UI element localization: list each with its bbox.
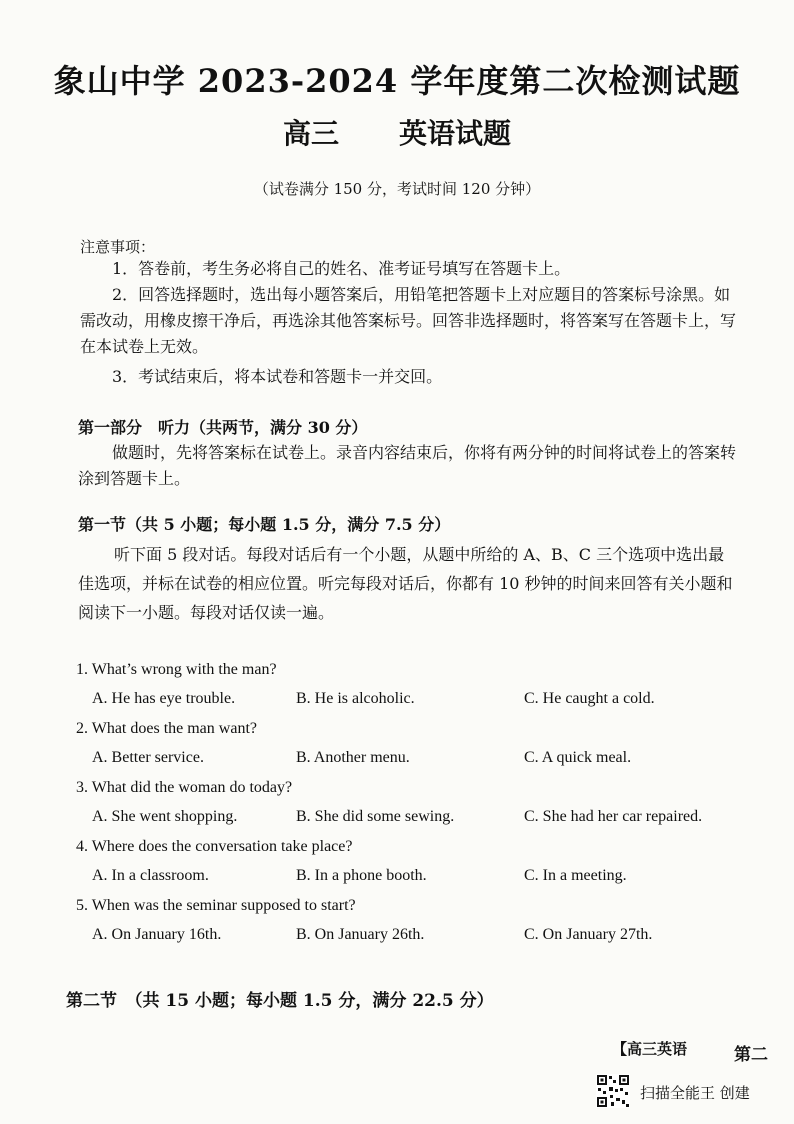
option-c: C. She had her car repaired. (524, 808, 703, 825)
option-c: C. On January 27th. (524, 926, 653, 943)
note-item-1: 1．答卷前，考生务必将自己的姓名、准考证号填写在答题卡上。 (112, 259, 571, 278)
question-item (72, 891, 752, 950)
option-a: A. Better service. (92, 749, 204, 766)
exam-info: （试卷满分 150 分，考试时间 120 分钟） (253, 180, 541, 198)
option-b: B. Another menu. (296, 749, 410, 766)
option-row (72, 861, 752, 891)
footer-subject-tag: 【高三英语 (612, 1040, 688, 1058)
option-b: B. He is alcoholic. (296, 690, 415, 707)
exam-title: 象山中学 2023-2024 学年度第二次检测试题 (53, 62, 741, 100)
option-a: A. On January 16th. (92, 926, 222, 943)
question-item (72, 832, 752, 891)
option-c: C. In a meeting. (524, 867, 627, 884)
subject-label: 英语试题 (399, 117, 512, 150)
option-a: A. He has eye trouble. (92, 690, 236, 707)
question-text: 5. When was the seminar supposed to start? (76, 897, 356, 914)
part1-description: 做题时，先将答案标在试卷上。录音内容结束后，你将有两分钟的时间将试卷上的答案转涂到答题卡上。 (78, 443, 737, 488)
option-c: C. He caught a cold. (524, 690, 655, 707)
question-text: 1. What’s wrong with the man? (76, 661, 277, 678)
section2-heading: 第二节 （共 15 小题；每小题 1.5 分，满分 22.5 分） (66, 991, 494, 1011)
question-text: 4. Where does the conversation take place? (76, 838, 353, 855)
section1-description: 听下面 5 段对话。每段对话后有一个小题，从题中所给的 A、B、C 三个选项中选出最佳选项，并标在试卷的相应位置。听完每段对话后，你都有 10 秒钟的时间来回答有关小题和阅读下一小题。每段对话仅读一遍。 (78, 545, 733, 622)
scanner-watermark: 扫描全能王 创建 (640, 1084, 750, 1102)
grade-label: 高三 (282, 117, 339, 150)
notes-heading: 注意事项： (80, 238, 156, 256)
question-text: 3. What did the woman do today? (76, 779, 293, 796)
option-row (72, 684, 752, 714)
option-row (72, 802, 752, 832)
exam-subtitle (0, 112, 794, 152)
option-c: C. A quick meal. (524, 749, 632, 766)
note-item-3: 3．考试结束后，将本试卷和答题卡一并交回。 (112, 367, 443, 386)
question-text: 2. What does the man want? (76, 720, 257, 737)
option-b: B. On January 26th. (296, 926, 425, 943)
qr-code-icon (596, 1074, 630, 1108)
question-item (72, 655, 752, 714)
option-row (72, 743, 752, 773)
question-list (72, 655, 752, 950)
option-b: B. In a phone booth. (296, 867, 427, 884)
option-a: A. She went shopping. (92, 808, 238, 825)
option-row (72, 920, 752, 950)
option-b: B. She did some sewing. (296, 808, 455, 825)
option-a: A. In a classroom. (92, 867, 209, 884)
question-item (72, 773, 752, 832)
part1-heading: 第一部分 听力（共两节，满分 30 分） (78, 418, 368, 437)
question-item (72, 714, 752, 773)
note-item-2: 2．回答选择题时，选出每小题答案后，用铅笔把答题卡上对应题目的答案标号涂黑。如需改动，用橡皮擦干净后，再选涂其他答案标号。回答非选择题时，将答案写在答题卡上，写在本试卷上无效。 (80, 285, 737, 356)
section1-heading: 第一节（共 5 小题；每小题 1.5 分，满分 7.5 分） (78, 515, 451, 534)
footer-page-label: 第二 (734, 1045, 768, 1065)
